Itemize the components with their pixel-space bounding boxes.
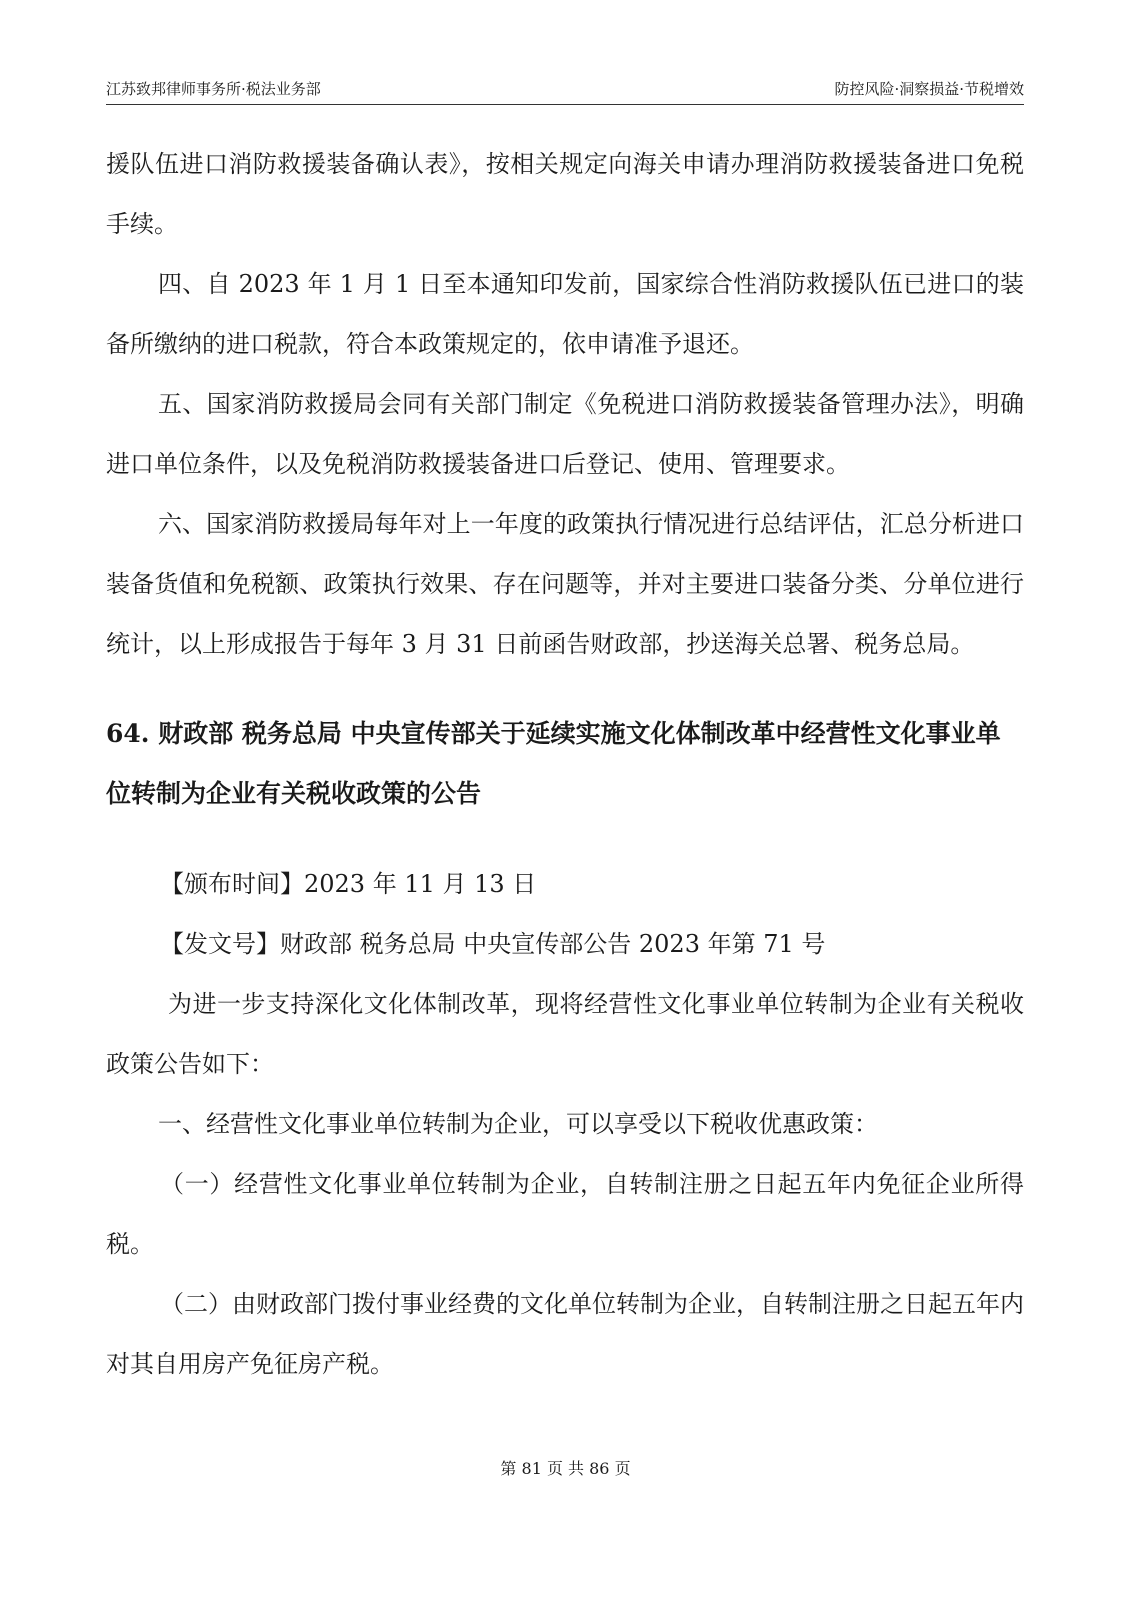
document-number: 【发文号】财政部 税务总局 中央宣传部公告 2023 年第 71 号 bbox=[160, 930, 826, 958]
paragraph-intro: 为进一步支持深化文化体制改革，现将经营性文化事业单位转制为企业有关税收政策公告如下： bbox=[106, 990, 1024, 1078]
paragraph-subitem-1: （一）经营性文化事业单位转制为企业，自转制注册之日起五年内免征企业所得税。 bbox=[106, 1170, 1024, 1258]
paragraph-item-5: 五、国家消防救援局会同有关部门制定《免税进口消防救援装备管理办法》，明确进口单位条件，以及免税消防救援装备进口后登记、使用、管理要求。 bbox=[106, 390, 1024, 478]
issue-date: 【颁布时间】2023 年 11 月 13 日 bbox=[160, 870, 537, 898]
page-number: 第 81 页 共 86 页 bbox=[500, 1459, 631, 1478]
paragraph-continuation: 援队伍进口消防救援装备确认表》，按相关规定向海关申请办理消防救援装备进口免税手续。 bbox=[106, 150, 1024, 238]
header-firm-name: 江苏致邦律师事务所·税法业务部 bbox=[106, 80, 321, 98]
header-slogan: 防控风险·洞察损益·节税增效 bbox=[834, 80, 1024, 98]
paragraph-subitem-2: （二）由财政部门拨付事业经费的文化单位转制为企业，自转制注册之日起五年内对其自用房产免征房产税。 bbox=[106, 1290, 1024, 1378]
page-header bbox=[106, 78, 1024, 105]
paragraph-item-4: 四、自 2023 年 1 月 1 日至本通知印发前，国家综合性消防救援队伍已进口的装备所缴纳的进口税款，符合本政策规定的，依申请准予退还。 bbox=[106, 270, 1024, 358]
section-title: 64. 财政部 税务总局 中央宣传部关于延续实施文化体制改革中经营性文化事业单位转制为企业有关税收政策的公告 bbox=[106, 719, 1001, 808]
document-body bbox=[106, 134, 1024, 1394]
paragraph-item-1: 一、经营性文化事业单位转制为企业，可以享受以下税收优惠政策： bbox=[158, 1110, 878, 1138]
paragraph-item-6: 六、国家消防救援局每年对上一年度的政策执行情况进行总结评估，汇总分析进口装备货值和免税额、政策执行效果、存在问题等，并对主要进口装备分类、分单位进行统计，以上形成报告于每年 3 月 31 日前函告财政部，抄送海关总署、税务总局。 bbox=[106, 510, 1024, 658]
